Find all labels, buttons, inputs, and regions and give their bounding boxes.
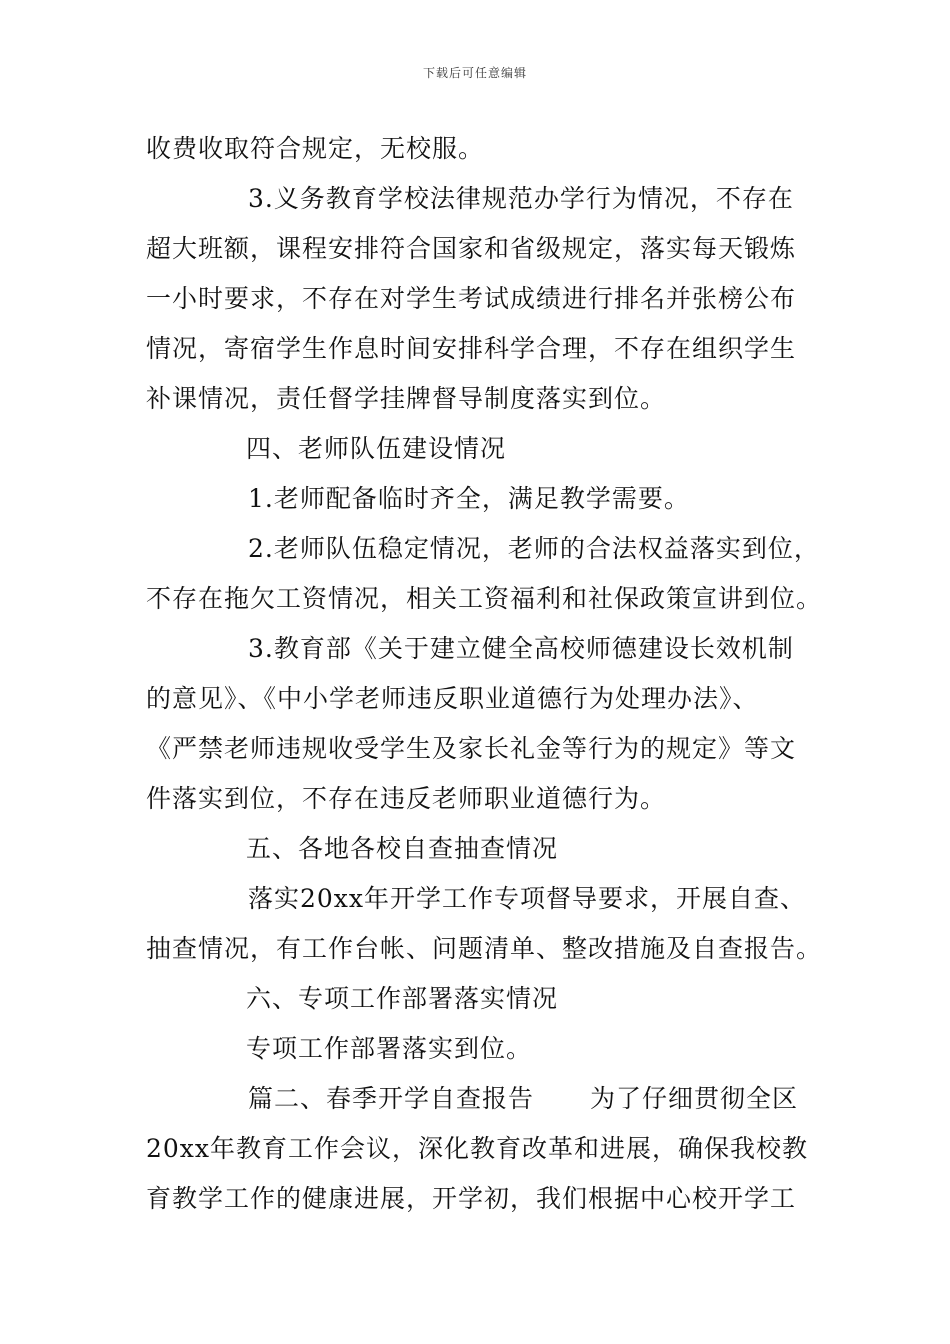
text-line: 3.义务教育学校法律规范办学行为情况，不存在 <box>248 184 794 213</box>
text-line: 育教学工作的健康进展，开学初，我们根据中心校开学工 <box>146 1184 797 1213</box>
text-line: 超大班额，课程安排符合国家和省级规定，落实每天锻炼 <box>146 234 797 263</box>
text-line: 抽查情况，有工作台帐、问题清单、整改措施及自查报告。 <box>146 934 823 963</box>
text-line: 《严禁老师违规收受学生及家长礼金等行为的规定》等文 <box>146 734 797 763</box>
text-line: 1.老师配备临时齐全，满足教学需要。 <box>248 484 690 513</box>
text-line: 一小时要求，不存在对学生考试成绩进行排名并张榜公布 <box>146 284 797 313</box>
text-line: 2.老师队伍稳定情况，老师的合法权益落实到位， <box>248 534 820 563</box>
text-line: 不存在拖欠工资情况，相关工资福利和社保政策宣讲到位。 <box>146 584 823 613</box>
article-title: 篇二、春季开学自查报告 <box>248 1084 535 1113</box>
text-line: 收费收取符合规定，无校服。 <box>146 134 485 163</box>
text-line: 补课情况，责任督学挂牌督导制度落实到位。 <box>146 384 667 413</box>
page-header: 下载后可任意编辑 <box>422 66 527 80</box>
section-heading: 五、各地各校自查抽查情况 <box>246 834 559 863</box>
text-line: 落实20xx年开学工作专项督导要求，开展自查、 <box>248 884 807 913</box>
section-heading: 六、专项工作部署落实情况 <box>246 984 559 1013</box>
text-line: 20xx年教育工作会议，深化教育改革和进展，确保我校教 <box>146 1134 809 1163</box>
document-body <box>146 124 823 1224</box>
text-line: 件落实到位，不存在违反老师职业道德行为。 <box>146 784 667 813</box>
text-line: 专项工作部署落实到位。 <box>246 1034 533 1063</box>
text-line <box>146 1074 816 1124</box>
text-line: 的意见》、《中小学老师违反职业道德行为处理办法》、 <box>146 684 759 713</box>
section-heading: 四、老师队伍建设情况 <box>246 434 507 463</box>
text-line: 3.教育部《关于建立健全高校师德建设长效机制 <box>248 634 794 663</box>
text-line: 情况，寄宿学生作息时间安排科学合理，不存在组织学生 <box>146 334 797 363</box>
article-intro: 为了仔细贯彻全区 <box>590 1084 799 1113</box>
